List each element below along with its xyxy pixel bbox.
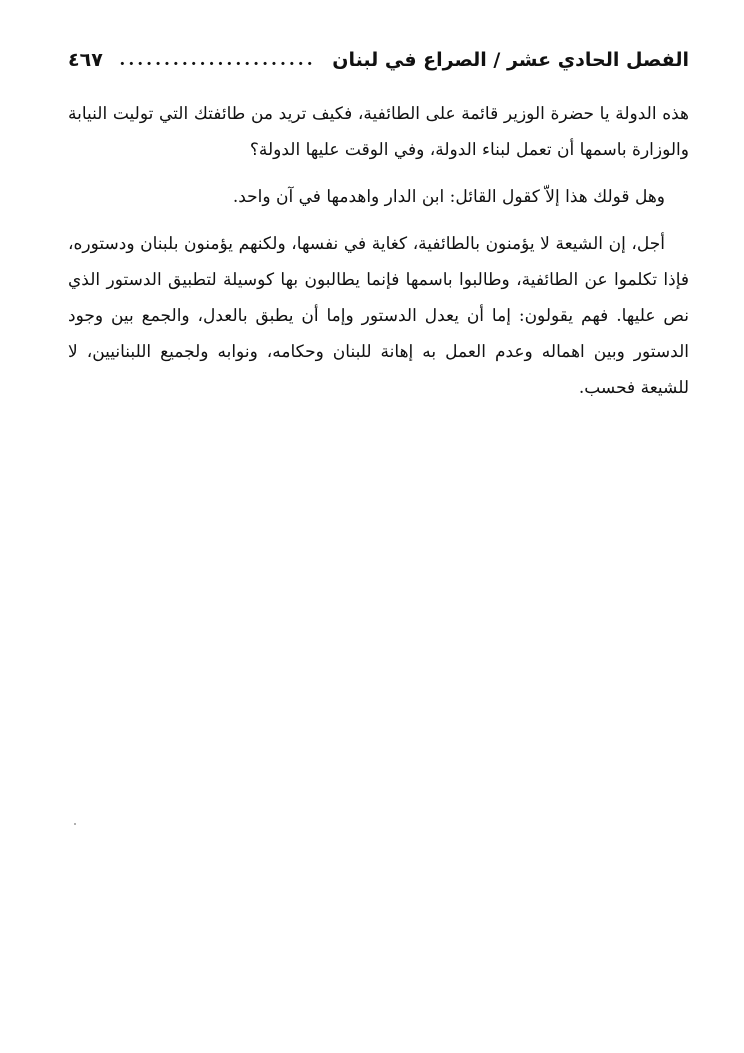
margin-speck xyxy=(74,823,76,825)
page-number: ٤٦٧ xyxy=(68,49,103,71)
paragraph-3: أجل، إن الشيعة لا يؤمنون بالطائفية، كغاية في نفسها، ولكنهم يؤمنون بلبنان ودستوره، فإذا تكلموا عن الطائفية، وطالبوا باسمها فإنما يطالبون بها كوسيلة لتطبيق الدستور الذي نص عليها. فهم يقولون: إما أن يعدل الدستور وإما أن يطبق بالعدل، والجمع بين وجود الدستور وبين اهماله وعدم العمل به إهانة للبنان وحكامه، ونوابه ولجميع اللبنانيين، لا للشيعة فحسب. xyxy=(68,234,689,398)
chapter-title: الفصل الحادي عشر / الصراع في لبنان xyxy=(332,49,689,71)
leader-dots: ...................... xyxy=(119,50,316,70)
body-text xyxy=(68,96,689,406)
paragraph-2: وهل قولك هذا إلاّ كقول القائل: ابن الدار واهدمها في آن واحد. xyxy=(232,187,665,207)
paragraph-1: هذه الدولة يا حضرة الوزير قائمة على الطائفية، فكيف تريد من طائفتك التي توليت النيابة والوزارة باسمها أن تعمل لبناء الدولة، وفي الوقت عليها الدولة؟ xyxy=(68,104,689,160)
running-header xyxy=(68,44,689,76)
